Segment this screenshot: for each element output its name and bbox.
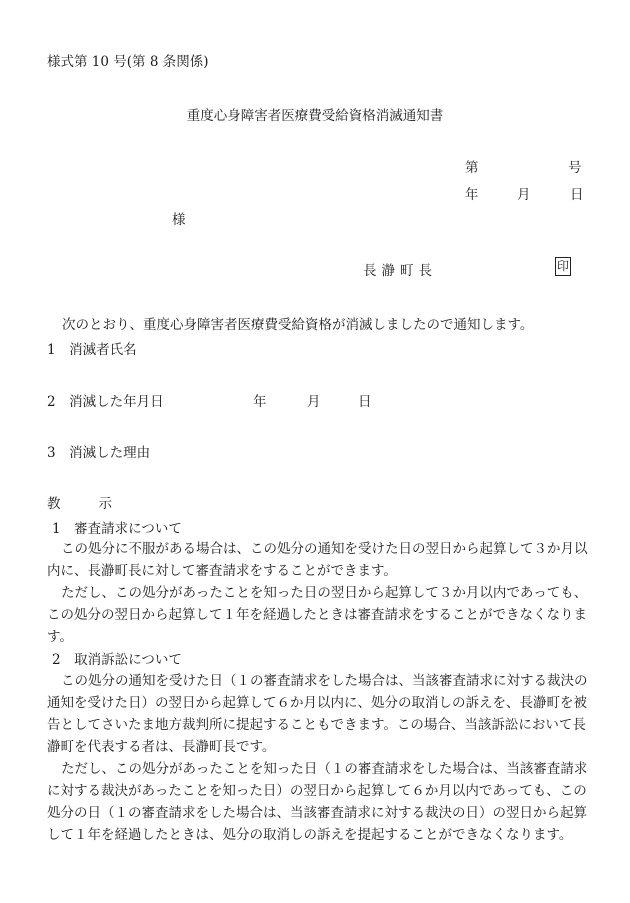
reference-dai: 第	[465, 160, 479, 176]
issuer-mayor: 長瀞町長	[363, 263, 437, 279]
seal-mark: 印	[555, 257, 571, 276]
issue-date-day: 日	[570, 187, 584, 203]
form-number: 様式第 10 号(第 8 条関係)	[47, 54, 209, 70]
text-line: 告としてさいたま地方裁判所に提起することもできます。この場合、当該訴訟において長	[47, 717, 586, 733]
paragraph-review-proviso	[47, 582, 587, 648]
section-heading-review: 1 審査請求について	[52, 521, 182, 537]
text-line: この処分の翌日から起算して１年を経過したときは審査請求をすることができなくなりま	[47, 607, 587, 623]
text-line: 内に、長瀞町長に対して審査請求をすることができます。	[47, 563, 397, 579]
paragraph-review-main	[47, 538, 587, 582]
reference-go: 号	[568, 160, 582, 176]
item-date: 2 消滅した年月日	[47, 394, 164, 410]
item-name: 1 消滅者氏名	[47, 342, 137, 358]
paragraph-lawsuit-proviso	[47, 758, 587, 846]
issue-date-year: 年	[465, 187, 479, 203]
issue-date-month: 月	[517, 187, 531, 203]
intro-sentence: 次のとおり、重度心身障害者医療費受給資格が消滅しましたので通知します。	[62, 317, 534, 333]
paragraph-lawsuit-main	[47, 670, 587, 758]
text-line: ただし、この処分があったことを知った日の翌日から起算して３か月以内であっても、	[61, 585, 588, 601]
item-date-year: 年	[253, 394, 267, 410]
text-line: 通知を受けた日）の翌日から起算して６か月以内に、処分の取消しの訴えを、長瀞町を被	[47, 695, 587, 711]
text-line: に対する裁決があったことを知った日）の翌日から起算して６か月以内であっても、この	[47, 783, 587, 799]
text-line: この処分の通知を受けた日（１の審査請求をした場合は、当該審査請求に対する裁決の	[61, 673, 588, 689]
text-line: この処分に不服がある場合は、この処分の通知を受けた日の翌日から起算して３か月以	[61, 541, 588, 557]
text-line: す。	[47, 629, 73, 645]
instruction-heading-a: 教	[47, 496, 61, 512]
document-title: 重度心身障害者医療費受給資格消滅通知書	[186, 108, 444, 124]
text-line: して１年を経過したときは、処分の取消しの訴えを提起することができなくなります。	[47, 827, 573, 843]
section-heading-lawsuit: 2 取消訴訟について	[52, 652, 182, 668]
addressee-honorific: 様	[172, 212, 186, 228]
text-line: ただし、この処分があったことを知った日（１の審査請求をした場合は、当該審査請求	[61, 761, 588, 777]
instruction-heading-b: 示	[98, 496, 112, 512]
item-reason: 3 消滅した理由	[47, 445, 151, 461]
text-line: 処分の日（１の審査請求をした場合は、当該審査請求に対する裁決の日）の翌日から起算	[47, 805, 587, 821]
instruction-heading	[47, 492, 112, 512]
text-line: 瀞町を代表する者は、長瀞町長です。	[47, 739, 276, 755]
item-date-day: 日	[358, 394, 372, 410]
item-date-month: 月	[307, 394, 321, 410]
